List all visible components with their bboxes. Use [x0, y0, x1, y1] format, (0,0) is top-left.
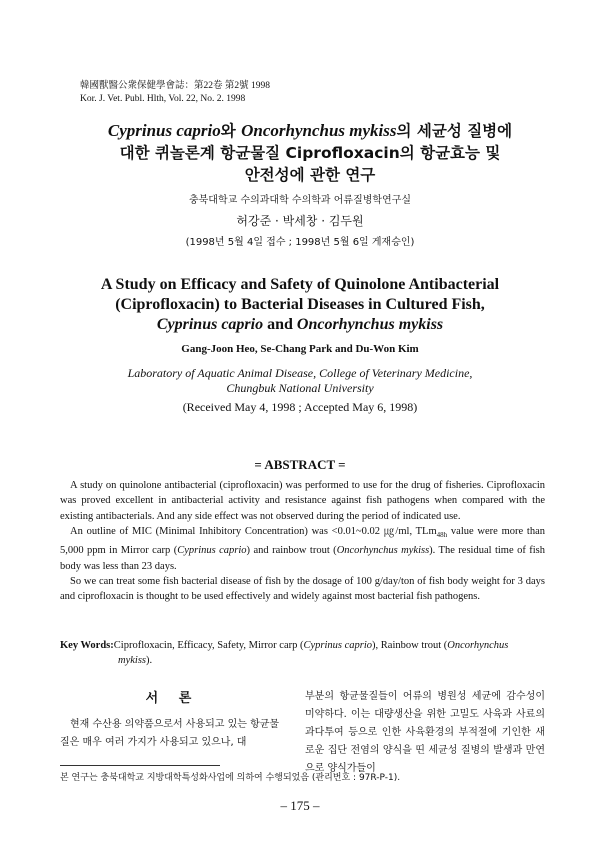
- english-authors: Gang-Joon Heo, Se-Chang Park and Du-Won Kim: [181, 343, 419, 355]
- body-paragraph-right: 부분의 항균물질들이 어류의 병원성 세균에 감수성이 미약하다. 이는 대량생산을 위한 고밀도 사육과 사료의 과다투여 등으로 인한 사육환경의 부적절에 기인한 새로운 집단 전염의 양식을 띤 세균성 질병의 발생과 만연으로 양식가들이: [305, 691, 545, 774]
- journal-header: [80, 80, 270, 106]
- korean-authors: 허강준 · 박세창 · 김두원: [236, 214, 364, 228]
- species-2: Oncorhynchus mykiss: [241, 121, 397, 140]
- body-right-column: [305, 688, 545, 778]
- korean-dates: (1998년 5월 4일 접수 ; 1998년 5월 6일 게재승인): [185, 237, 415, 248]
- journal-name-korean: 韓國獸醫公衆保健學會誌：第22卷 第2號 1998: [80, 81, 271, 91]
- abstract-heading: = ABSTRACT =: [254, 457, 346, 472]
- english-affiliation: Laboratory of Aquatic Animal Disease, College of Veterinary Medicine, Chungbuk National University: [127, 366, 473, 395]
- english-dates: (Received May 4, 1998 ; Accepted May 6, 1998): [182, 400, 418, 414]
- species-1: Cyprinus caprio: [107, 121, 221, 140]
- body-left-column: [60, 690, 285, 752]
- korean-title: Cyprinus caprio와 Oncorhynchus mykiss의 세균성 질병에 대한 퀴놀론계 항균물질 Ciprofloxacin의 항균효능 및 안전성에 관한 연구: [107, 121, 513, 184]
- page-number: – 175 –: [280, 798, 320, 813]
- abstract-body: [60, 478, 545, 604]
- keywords-label: Key Words:: [60, 640, 114, 651]
- keywords: Key Words:Ciprofloxacin, Efficacy, Safety, Mirror carp (Cyprinus caprio), Rainbow trout (Oncorhynchus mykiss).: [60, 640, 509, 666]
- footnote: 본 연구는 충북대학교 지방대학특성화사업에 의하여 수행되었음 (관리번호 : 97R-P-1).: [60, 773, 401, 783]
- abstract-paragraph-1: A study on quinolone antibacterial (ciprofloxacin) was performed to use for the drug of fisheries. Ciprofloxacin was proved excellent in antibacterial activity and resistance against fish pathogens when compared with the existing antibacterials. And any side effect was not observed during the period of indicated use.: [60, 480, 545, 522]
- section-title-introduction: 서 론: [145, 691, 200, 706]
- journal-name-english: Kor. J. Vet. Publ. Hlth, Vol. 22, No. 2. 1998: [80, 94, 246, 104]
- abstract-paragraph-3: So we can treat some fish bacterial disease of fish by the dosage of 100 g/day/ton of fish body weight for 3 days and ciprofloxacin is thought to be used effectively and widely against most bacterial fish pathogens.: [60, 575, 545, 603]
- footnote-divider: [60, 765, 220, 766]
- body-paragraph-left: 현재 수산용 의약품으로서 사용되고 있는 항균물질은 매우 여러 가지가 사용되고 있으나, 대: [60, 719, 280, 748]
- english-title: A Study on Efficacy and Safety of Quinolone Antibacterial (Ciprofloxacin) to Bacterial Diseases in Cultured Fish, Cyprinus caprio and Oncorhynchus mykiss: [100, 276, 500, 333]
- korean-affiliation: 충북대학교 수의과대학 수의학과 어류질병학연구실: [188, 195, 412, 206]
- abstract-paragraph-2: An outline of MIC (Minimal Inhibitory Concentration) was <0.01~0.02 ㎍/ml, TLm$_{48h}$ value were more than 5,000 ppm in Mirror carp (Cyprinus caprio) and rainbow trout (Oncorhynchus mykiss). The residual time of fish body was less than 23 days.: [60, 525, 545, 572]
